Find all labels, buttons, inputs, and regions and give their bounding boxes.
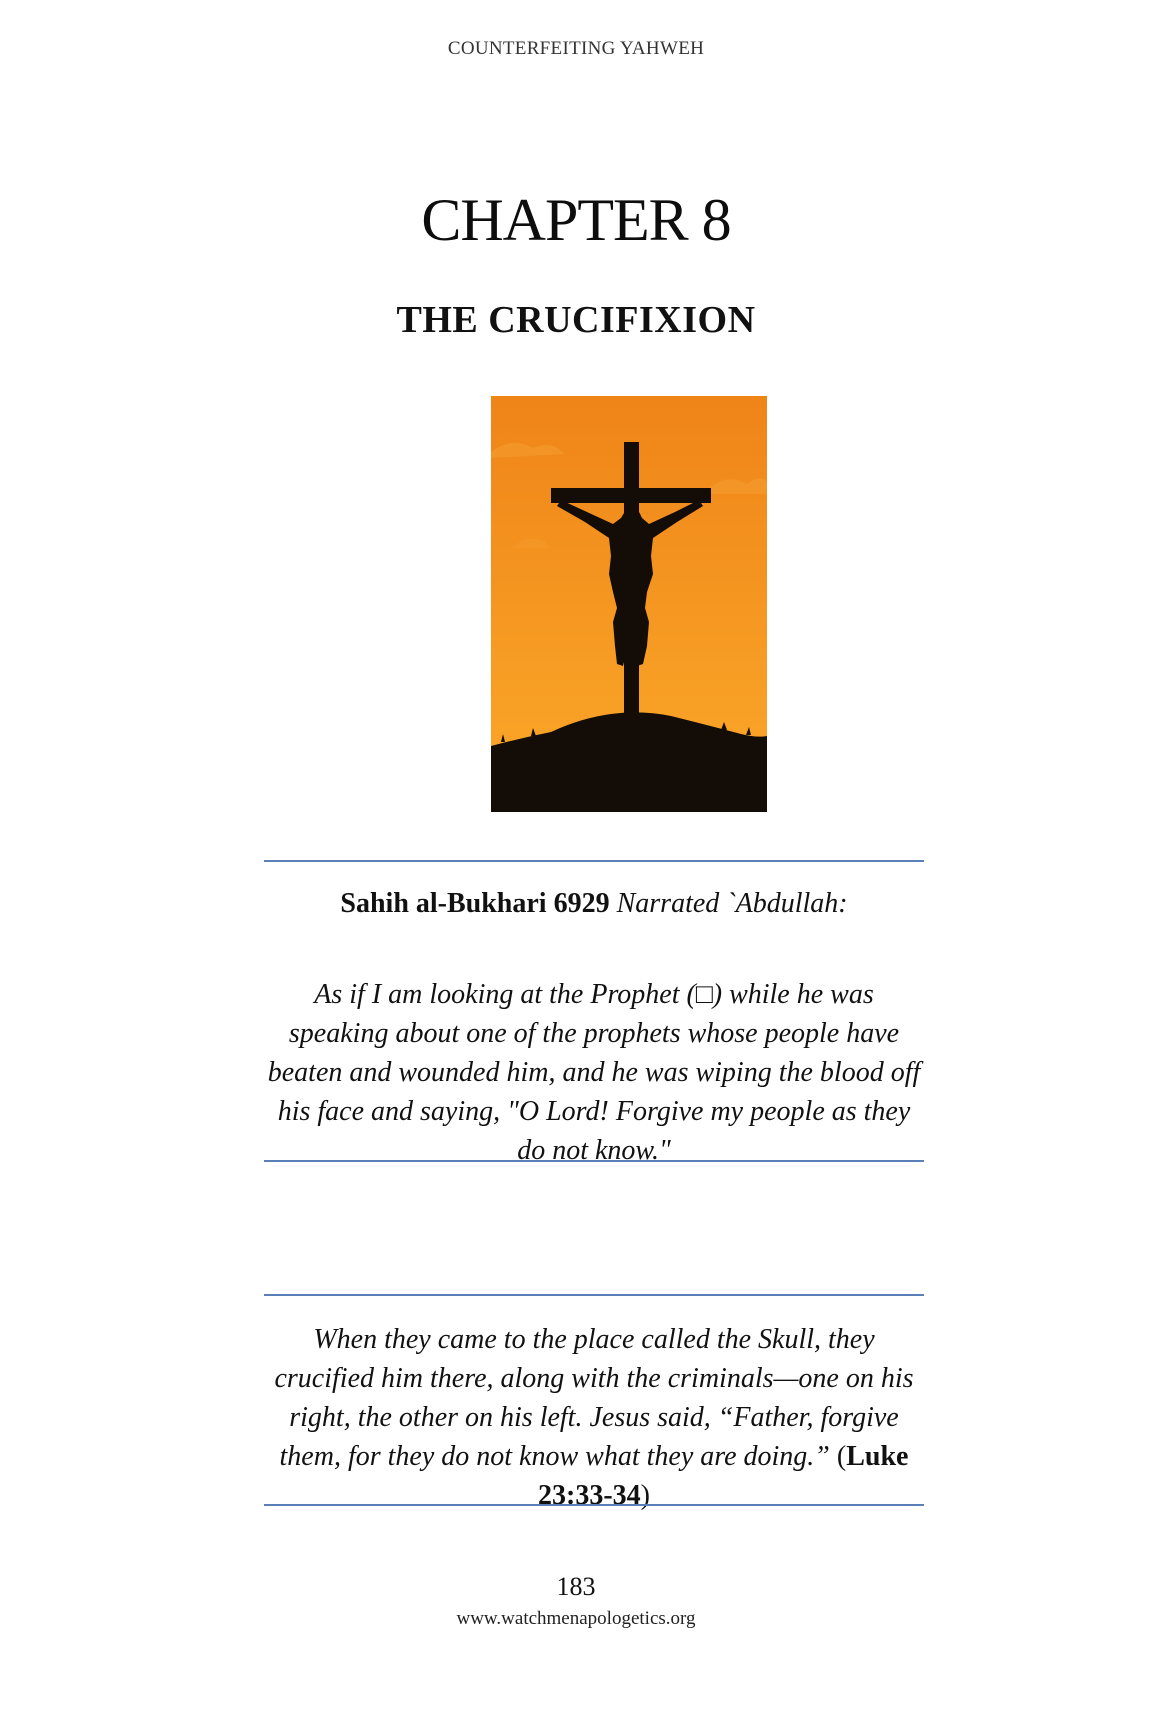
quote2-reference: Luke 23:33-34 xyxy=(538,1441,909,1511)
figure-head xyxy=(623,509,641,527)
page-number: 183 xyxy=(556,1572,596,1601)
rule-bottom-1 xyxy=(264,1160,924,1162)
running-header: COUNTERFEITING YAHWEH xyxy=(447,38,705,59)
rule-top-2 xyxy=(264,1294,924,1296)
quote1-heading xyxy=(264,884,924,924)
website-link[interactable]: www.watchmenapologetics.org xyxy=(456,1608,696,1629)
quote2-close-paren: ) xyxy=(640,1480,650,1511)
quote2-text: When they came to the place called the Skull, they crucified him there, along with the criminals—one on his right, the other on his left. Jesus said, “Father, forgive them, for they do not know what they are doing.” xyxy=(274,1324,914,1472)
cross-horizontal-beam xyxy=(551,488,711,503)
rule-top-1 xyxy=(264,860,924,862)
quote1-text: As if I am looking at the Prophet (□) while he was speaking about one of the prophets whose people have beaten and wounded him, and he was wiping the blood off his face and saying, "O Lord! Forgive my people as they do not know." xyxy=(267,979,921,1166)
quote2-block xyxy=(264,1320,924,1515)
quote2-open-paren: ( xyxy=(836,1441,847,1472)
quote1-narrator: Narrated `Abdullah: xyxy=(616,888,848,919)
chapter-number: CHAPTER 8 xyxy=(421,187,731,253)
rule-bottom-2 xyxy=(264,1504,924,1506)
quote1-source: Sahih al-Bukhari 6929 xyxy=(340,888,610,919)
crucifix-image xyxy=(491,396,767,812)
chapter-title: THE CRUCIFIXION xyxy=(396,299,756,341)
